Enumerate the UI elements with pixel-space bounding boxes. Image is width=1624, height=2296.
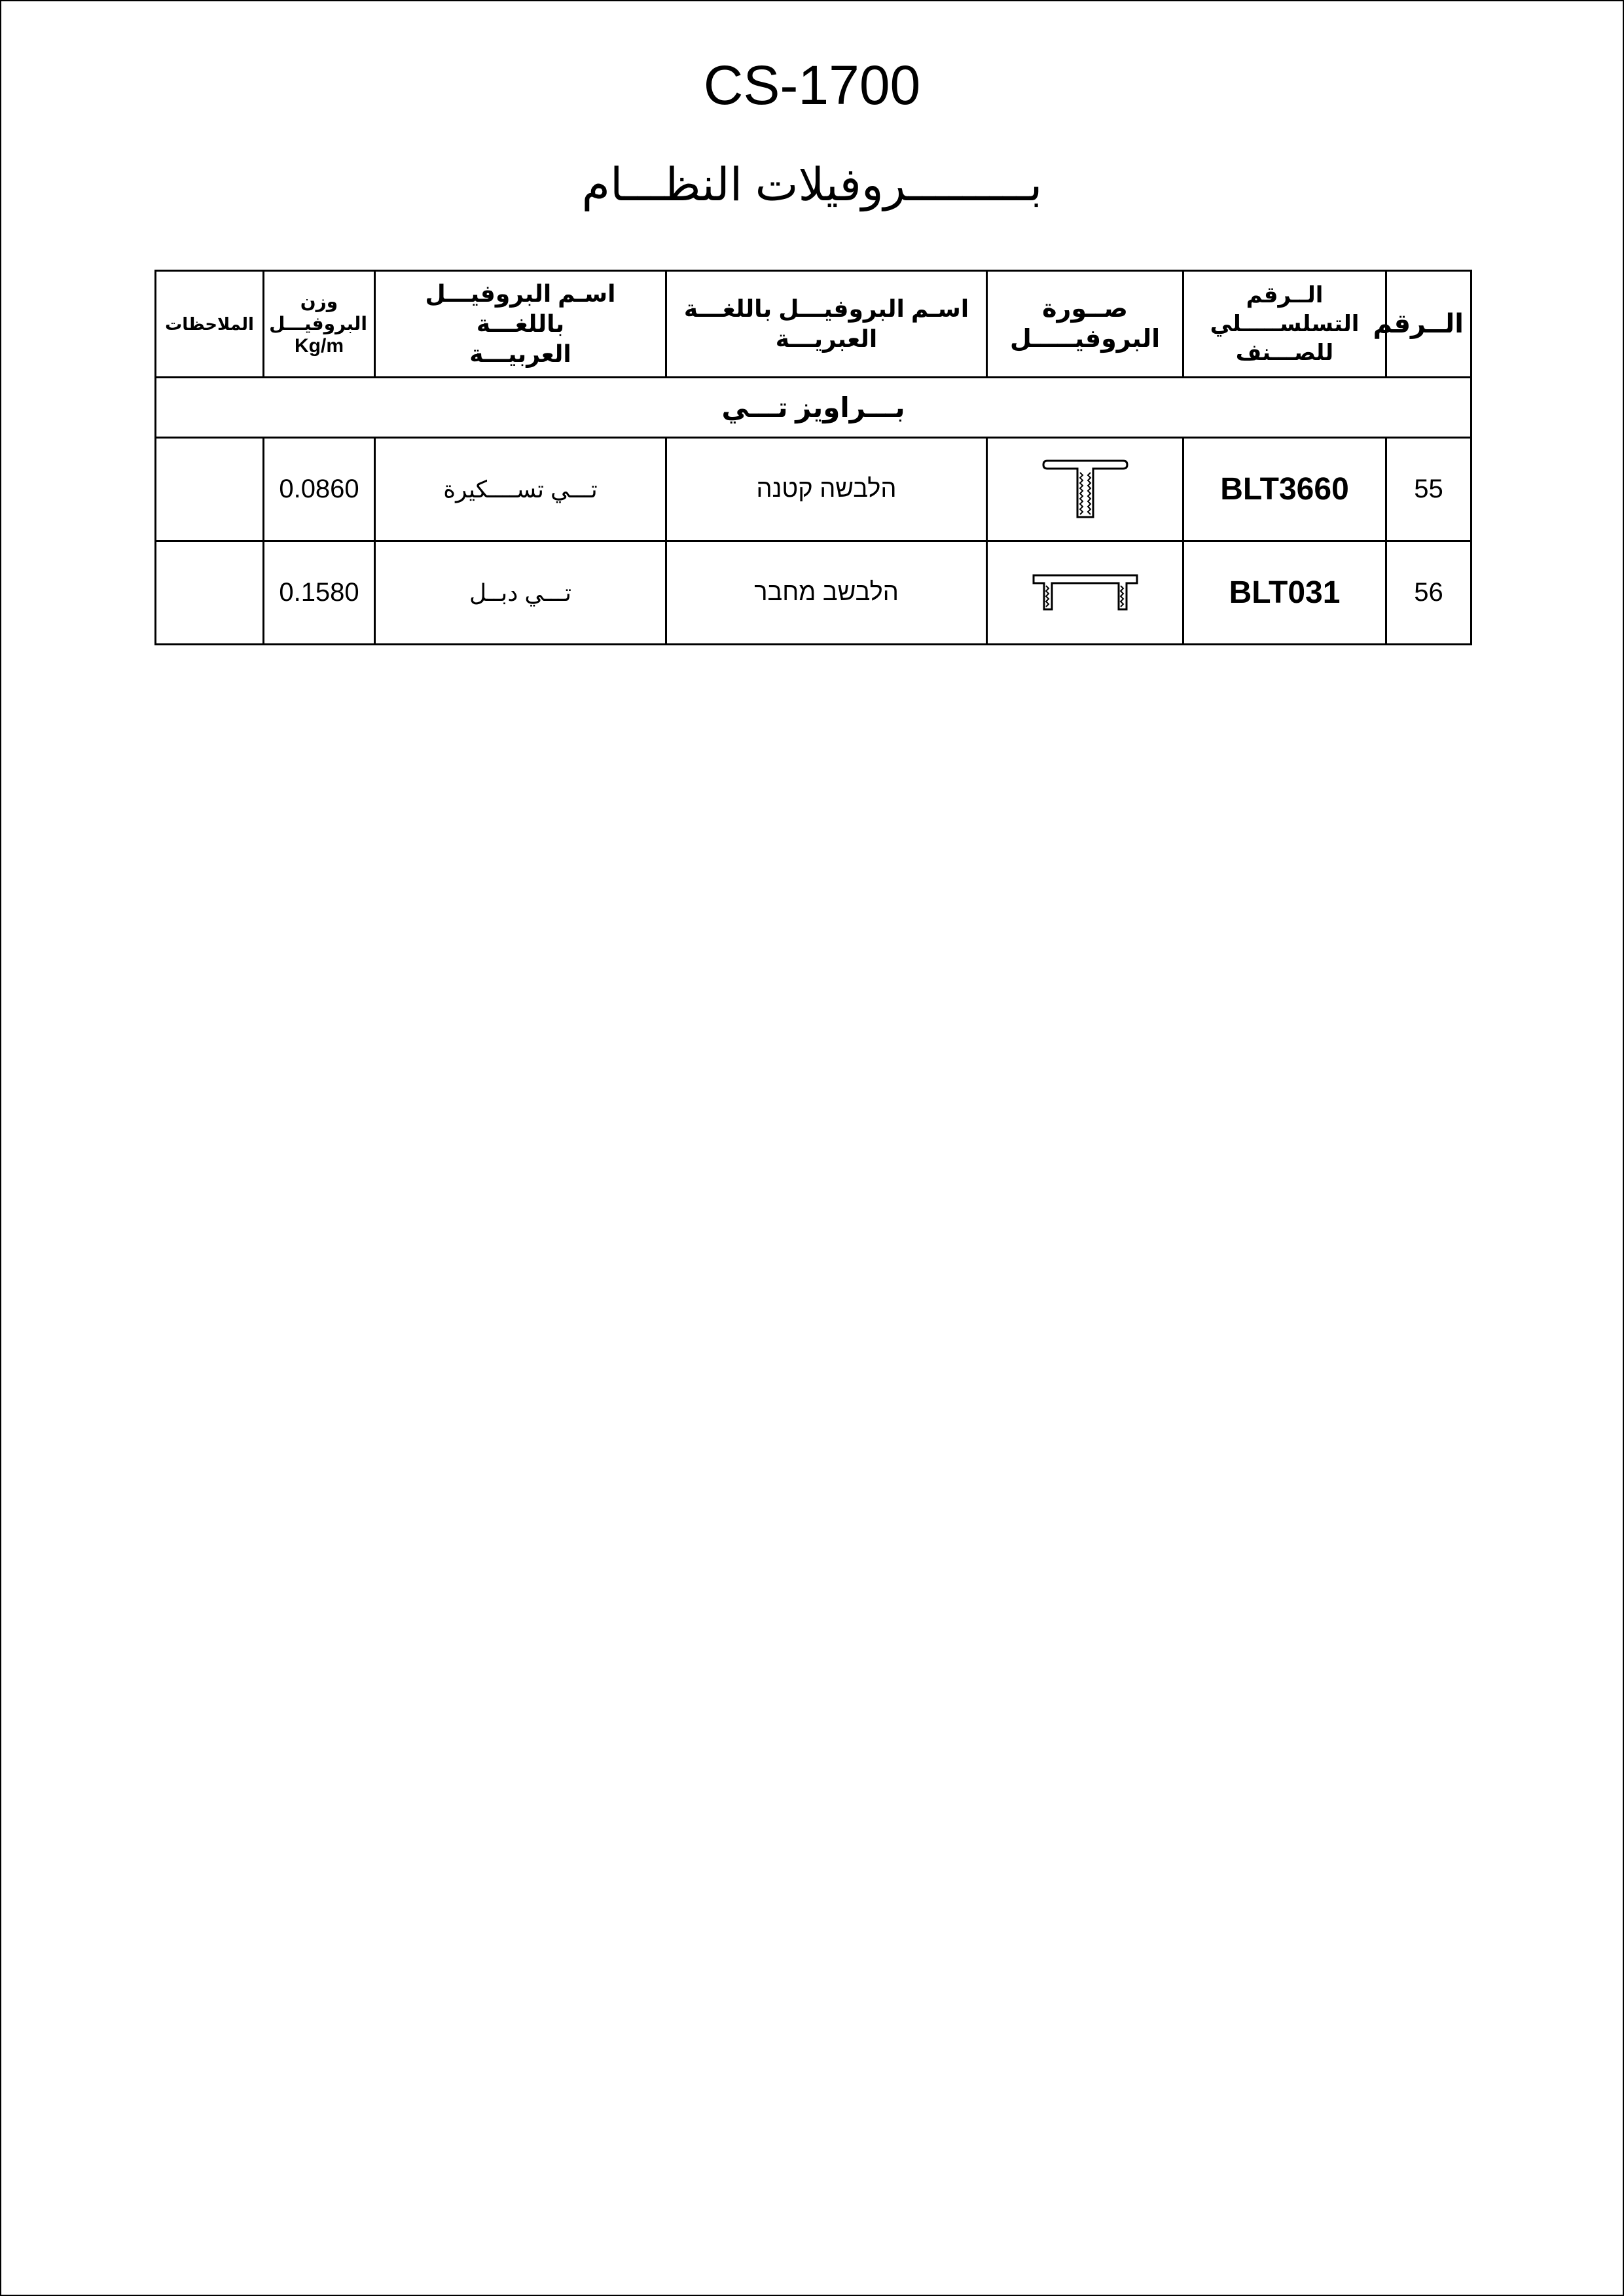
row-weight: 0.1580 [264, 541, 375, 645]
row-arabic-name: تـــي تســــكيرة [375, 438, 666, 541]
row-profile-image [987, 541, 1183, 645]
header-hebrew-name: اسـم البروفيـــل باللغـــة العبريـــة [666, 271, 987, 378]
table-row [156, 438, 1471, 541]
header-notes: الملاحظات [156, 271, 264, 378]
row-weight: 0.0860 [264, 438, 375, 541]
row-number: 56 [1386, 541, 1471, 645]
group-row [156, 378, 1471, 438]
table-header-row [156, 271, 1471, 378]
double-t-profile-icon [1030, 571, 1141, 615]
row-code: BLT031 [1183, 541, 1386, 645]
row-notes [156, 438, 264, 541]
document-subtitle: بـــــــــروفيلات النظـــام [581, 159, 1043, 210]
header-arabic-name: اسـم البروفيـــل باللغـــة العربيـــة [375, 271, 666, 378]
document-title: CS-1700 [703, 54, 921, 116]
row-number: 55 [1386, 438, 1471, 541]
header-number: الــرقم [1386, 271, 1471, 378]
row-profile-image [987, 438, 1183, 541]
header-weight: وزن البروفيـــل Kg/m [264, 271, 375, 378]
profiles-table [154, 270, 1472, 645]
row-hebrew-name: הלבשב מחבר [666, 541, 987, 645]
row-code: BLT3660 [1183, 438, 1386, 541]
t-profile-icon [1039, 458, 1131, 521]
row-hebrew-name: הלבשה קטנה [666, 438, 987, 541]
row-arabic-name: تـــي دبــل [375, 541, 666, 645]
group-title: بـــراويز تـــي [156, 378, 1471, 438]
table-row [156, 541, 1471, 645]
header-serial: الــرقم التسلســـــلي للصـــنف [1183, 271, 1386, 378]
row-notes [156, 541, 264, 645]
header-profile-image: صــورة البروفيـــــل [987, 271, 1183, 378]
